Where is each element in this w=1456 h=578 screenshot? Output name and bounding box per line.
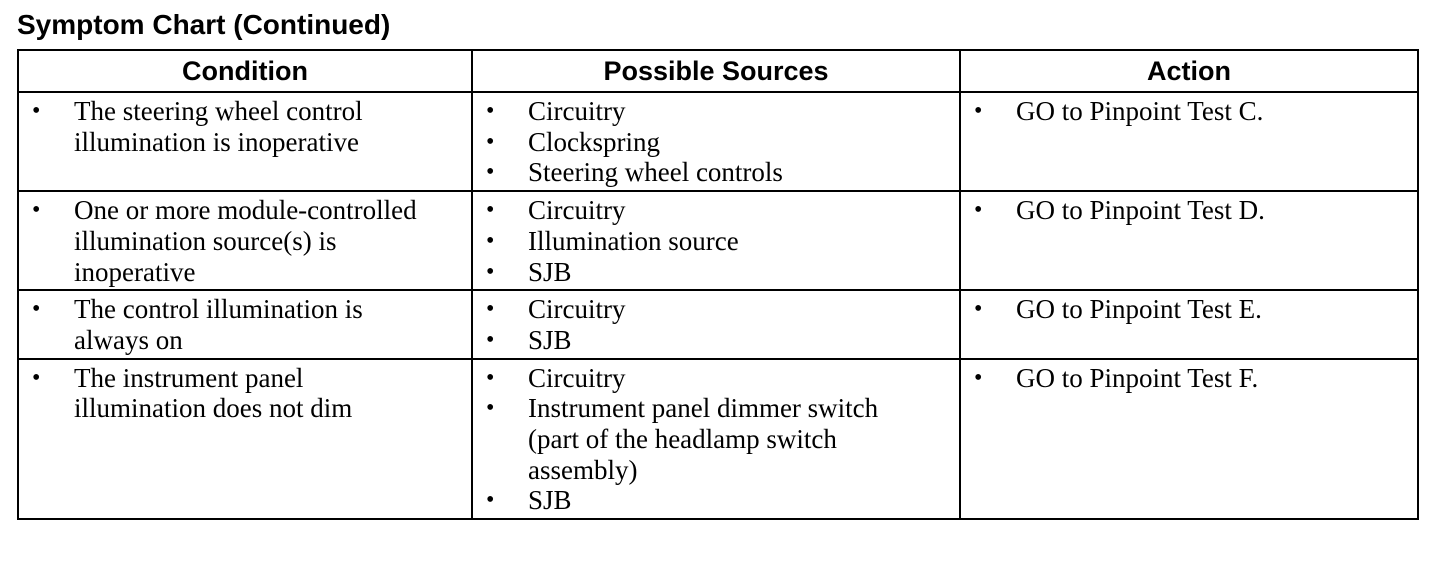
list-item	[473, 157, 959, 188]
bullet-icon: •	[486, 326, 495, 353]
page-title: Symptom Chart (Continued)	[17, 9, 391, 40]
table-row	[18, 290, 1418, 358]
header-action: Action	[960, 50, 1418, 92]
possible-source-text: SJB	[528, 256, 572, 287]
action-list	[961, 192, 1417, 228]
possible-source-cell	[472, 359, 960, 520]
possible-source-text: Instrument panel dimmer switch (part of the headlamp switch assembly)	[528, 393, 879, 485]
bullet-icon: •	[486, 258, 495, 285]
list-item	[473, 485, 959, 516]
condition-list	[19, 291, 471, 357]
condition-text: The instrument panel illumination does not dim	[74, 362, 353, 424]
table-row	[18, 92, 1418, 191]
condition-list	[19, 360, 471, 426]
list-item	[961, 294, 1417, 325]
table-row	[18, 359, 1418, 520]
list-item	[473, 325, 959, 356]
condition-cell	[18, 290, 472, 358]
action-cell	[960, 359, 1418, 520]
condition-text: One or more module-controlled illumination source(s) is inoperative	[74, 195, 417, 287]
condition-cell	[18, 92, 472, 191]
bullet-icon: •	[486, 395, 495, 422]
possible-source-list	[473, 291, 959, 357]
condition-list	[19, 93, 471, 159]
bullet-icon: •	[486, 159, 495, 186]
action-cell	[960, 290, 1418, 358]
possible-source-text: SJB	[528, 324, 572, 355]
possible-source-cell	[472, 290, 960, 358]
list-item	[19, 294, 471, 355]
list-item	[473, 363, 959, 394]
condition-text: The steering wheel control illumination is inoperative	[74, 96, 363, 157]
table-row	[18, 191, 1418, 290]
action-text: GO to Pinpoint Test E.	[1016, 294, 1262, 325]
bullet-icon: •	[486, 487, 495, 514]
bullet-icon: •	[486, 98, 495, 124]
condition-cell	[18, 191, 472, 290]
possible-source-text: SJB	[528, 485, 572, 516]
bullet-icon: •	[486, 227, 495, 254]
list-item	[19, 96, 471, 157]
bullet-icon: •	[486, 296, 495, 323]
list-item	[473, 127, 959, 158]
bullet-icon: •	[32, 98, 41, 124]
list-item	[473, 294, 959, 325]
action-list	[961, 93, 1417, 129]
action-cell	[960, 92, 1418, 191]
action-list	[961, 291, 1417, 327]
condition-list	[19, 192, 471, 289]
possible-source-list	[473, 93, 959, 190]
header-possible-sources: Possible Sources	[472, 50, 960, 92]
list-item	[19, 195, 471, 287]
possible-source-text: Circuitry	[528, 195, 626, 226]
bullet-icon: •	[486, 364, 495, 391]
action-text: GO to Pinpoint Test F.	[1016, 362, 1259, 393]
bullet-icon: •	[486, 197, 495, 224]
list-item	[473, 257, 959, 288]
possible-source-text: Clockspring	[528, 126, 660, 157]
condition-text: The control illumination is always on	[74, 294, 363, 355]
possible-source-text: Circuitry	[528, 362, 626, 393]
bullet-icon: •	[32, 197, 41, 224]
list-item	[961, 195, 1417, 226]
bullet-icon: •	[32, 364, 41, 391]
action-cell	[960, 191, 1418, 290]
header-condition: Condition	[18, 50, 472, 92]
list-item	[473, 195, 959, 226]
action-list	[961, 360, 1417, 396]
bullet-icon: •	[32, 296, 41, 323]
list-item	[19, 363, 471, 424]
possible-source-text: Circuitry	[528, 294, 626, 325]
possible-source-cell	[472, 92, 960, 191]
possible-source-list	[473, 192, 959, 289]
possible-source-list	[473, 360, 959, 519]
possible-source-cell	[472, 191, 960, 290]
list-item	[961, 363, 1417, 394]
table-body	[18, 92, 1418, 519]
action-text: GO to Pinpoint Test D.	[1016, 195, 1265, 226]
possible-source-text: Steering wheel controls	[528, 157, 783, 188]
bullet-icon: •	[974, 296, 983, 323]
list-item	[961, 96, 1417, 127]
bullet-icon: •	[974, 364, 983, 391]
possible-source-text: Circuitry	[528, 96, 626, 126]
bullet-icon: •	[974, 98, 983, 124]
possible-source-text: Illumination source	[528, 225, 739, 256]
list-item	[473, 96, 959, 127]
action-text: GO to Pinpoint Test C.	[1016, 96, 1264, 126]
symptom-chart-table	[17, 49, 1419, 520]
header-row	[18, 50, 1418, 92]
bullet-icon: •	[974, 197, 983, 224]
bullet-icon: •	[486, 128, 495, 155]
list-item	[473, 393, 959, 485]
condition-cell	[18, 359, 472, 520]
list-item	[473, 226, 959, 257]
